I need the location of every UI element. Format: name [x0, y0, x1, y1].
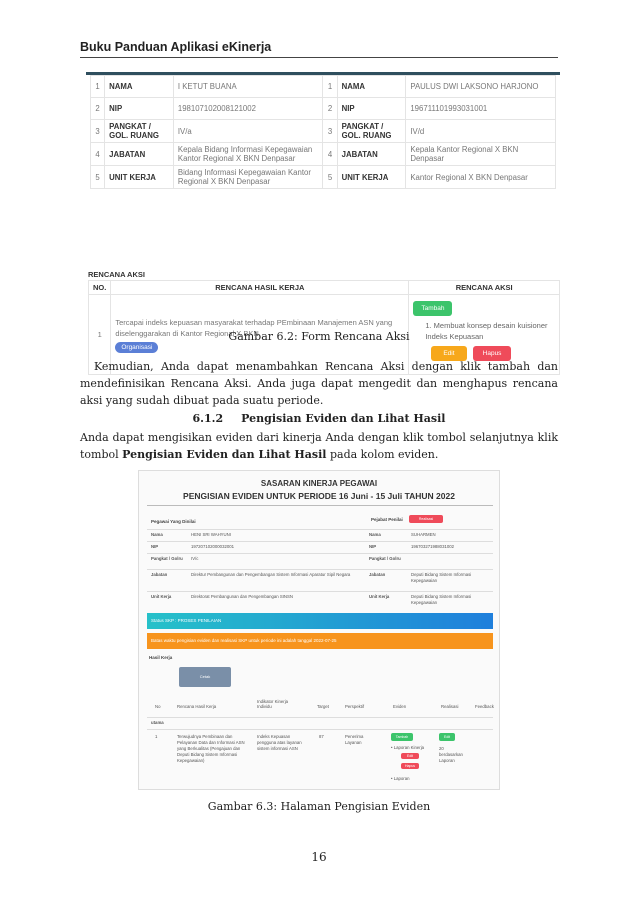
- section-number: 6.1.2: [192, 412, 224, 425]
- th-target: Target: [317, 704, 329, 709]
- profile-cell-v1: I KETUT BUANA: [173, 76, 323, 98]
- eviden-item-label: Laporan Kinerja: [393, 745, 425, 750]
- profile-cell-k2: UNIT KERJA: [337, 166, 406, 189]
- status-bar: Status SKP : PROSES PENILAIAN: [147, 613, 493, 629]
- section-title: Pengisian Eviden dan Lihat Hasil: [241, 412, 446, 425]
- realisasi-button[interactable]: Realisasi: [409, 515, 443, 523]
- th-no: No: [155, 704, 161, 709]
- pegawai-cell-v2: Deputi Bidang Sistem Informasi Kepegawaian: [411, 594, 472, 605]
- eviden-period-title: PENGISIAN EVIDEN UNTUK PERIODE 16 Juni - 15 Juli TAHUN 2022: [183, 491, 455, 501]
- pegawai-row: [147, 591, 493, 605]
- pegawai-cell-k2: Unit Kerja: [369, 594, 390, 599]
- profile-cell-k1: NAMA: [105, 76, 174, 98]
- profile-row: [91, 166, 556, 189]
- col-rencana-aksi: RENCANA AKSI: [409, 281, 560, 295]
- pegawai-cell-k2: Nama: [369, 532, 381, 537]
- pejabat-label: Pejabat Penilai: [371, 517, 403, 522]
- profile-cell-v2: Kepala Kantor Regional X BKN Denpasar: [406, 143, 556, 166]
- deadline-bar: Batas waktu pengisian eviden dan realisasi SKP untuk periode ini adalah tanggal 2022-07-25: [147, 633, 493, 649]
- pegawai-cell-k1: Jabatan: [151, 572, 168, 577]
- profile-cell-k2: JABATAN: [337, 143, 406, 166]
- caption-figure-6-2: Gambar 6.2: Form Rencana Aksi: [228, 330, 410, 343]
- title-divider: [147, 505, 493, 506]
- profile-cell-n1: 1: [91, 76, 105, 98]
- profile-cell-k1: UNIT KERJA: [105, 166, 174, 189]
- profile-cell-n2: 4: [323, 143, 337, 166]
- th-realisasi: Realisasi: [441, 704, 459, 709]
- profile-cell-k2: PANGKAT / GOL. RUANG: [337, 120, 406, 143]
- realisasi-edit-button[interactable]: Edit: [439, 733, 455, 741]
- pegawai-cell-k1: Unit Kerja: [151, 594, 172, 599]
- eviden-item: • Laporan Kinerja: [391, 745, 425, 750]
- rencana-aksi-title: RENCANA AKSI: [88, 270, 145, 279]
- tambah-button[interactable]: Tambah: [413, 301, 452, 316]
- cell-no: 1: [155, 734, 158, 739]
- profile-cell-k2: NIP: [337, 98, 406, 120]
- profile-cell-k1: NIP: [105, 98, 174, 120]
- pegawai-cell-v2: 196703271988031002: [411, 544, 455, 549]
- th-rhk: Rencana Hasil Kerja: [177, 704, 217, 709]
- edit-button[interactable]: Edit: [431, 346, 466, 361]
- caption-figure-6-3: Gambar 6.3: Halaman Pengisian Eviden: [207, 800, 431, 813]
- th-feedback: Feedback: [475, 704, 494, 709]
- paragraph-eviden: [80, 429, 558, 463]
- profile-cell-v1: Kepala Bidang Informasi Kepegawaian Kantor Regional X BKN Denpasar: [173, 143, 323, 166]
- paragraph-rencana-aksi: Kemudian, Anda dapat menambahkan Rencana Aksi dengan klik tambah dan mendefinisikan Rencana Aksi. Anda juga dapat mengedit dan menghapus rencana aksi yang sudah dibuat pada suatu periode.: [80, 360, 558, 407]
- profile-cell-n1: 3: [91, 120, 105, 143]
- pegawai-cell-v1: Direktur Pembangunan dan Pengembangan Sistem Informasi Aparatur Sipil Negara: [191, 572, 351, 577]
- profile-cell-v1: 198107102008121002: [173, 98, 323, 120]
- pegawai-row: [147, 553, 493, 569]
- section-row: [147, 717, 493, 729]
- cetak-button[interactable]: Cetak: [179, 667, 231, 687]
- paragraph-eviden-text: Anda dapat mengisikan eviden dari kinerja Anda dengan klik tombol selanjutnya klik tombol: [80, 431, 558, 461]
- profile-cell-v2: Kantor Regional X BKN Denpasar: [406, 166, 556, 189]
- cell-target: 87: [319, 734, 324, 739]
- section-heading: [80, 412, 558, 425]
- th-eviden: Eviden: [393, 704, 407, 709]
- cell-rhk: Terwujudnya Pembinaan dan Pelayanan Data dan Informasi ASN yang Berkualitas (Pengajuan dan Deputi Bidang Sistem Informasi Kepegawaian): [177, 734, 245, 763]
- th-iki: Indikator Kinerja Individu: [257, 699, 289, 709]
- skp-title: SASARAN KINERJA PEGAWAI: [260, 479, 378, 488]
- pegawai-cell-v1: Direktorat Pembangunan dan Pengembangan SINSN: [191, 594, 293, 599]
- pegawai-cell-k2: Jabatan: [369, 572, 386, 577]
- profile-row: [91, 120, 556, 143]
- pegawai-cell-v1: HENI SRI WAHYUNI: [191, 532, 231, 537]
- pegawai-row: [147, 541, 493, 553]
- rencana-hasil-kerja-text: Tercapai indeks kepuasan masyarakat terhadap PEmbinaan Manajemen ASN yang diselenggarakan di Kantor Regional X BKN: [115, 317, 393, 338]
- profile-table: [90, 75, 556, 189]
- document-header-title: Buku Panduan Aplikasi eKinerja: [80, 40, 272, 54]
- profile-row: [91, 143, 556, 166]
- pegawai-cell-k2: Pangkat / Golru: [369, 556, 401, 561]
- profile-cell-n1: 2: [91, 98, 105, 120]
- profile-cell-n1: 5: [91, 166, 105, 189]
- figure-pengisian-eviden: [138, 470, 500, 790]
- cell-perspektif: Penerima Layanan: [345, 734, 364, 745]
- pegawai-cell-k1: Pangkat / Golru: [151, 556, 183, 561]
- hasil-kerja-label: Hasil Kerja: [149, 655, 173, 660]
- th-perspektif: Perspektif: [345, 704, 365, 709]
- profile-cell-v2: PAULUS DWI LAKSONO HARJONO: [406, 76, 556, 98]
- eviden-hapus-button[interactable]: Hapus: [401, 763, 419, 769]
- eviden-table-header: [147, 697, 493, 715]
- pegawai-cell-k1: NIP: [151, 544, 159, 549]
- rencana-aksi-item: 1. Membuat konsep desain kuisioner Indeks Kepuasan: [425, 321, 548, 341]
- eviden-item-2-label: Laporan: [393, 776, 410, 781]
- col-rencana-hasil-kerja: RENCANA HASIL KERJA: [111, 281, 409, 295]
- profile-row: [91, 98, 556, 120]
- profile-cell-v1: Bidang Informasi Kepegawaian Kantor Regional X BKN Denpasar: [173, 166, 323, 189]
- pegawai-cell-v1: IV/c: [191, 556, 199, 561]
- header-divider: [80, 57, 558, 58]
- col-no: NO.: [89, 281, 111, 295]
- eviden-item-2: • Laporan: [391, 776, 410, 781]
- row-no: 1: [89, 295, 111, 375]
- profile-cell-v1: IV/a: [173, 120, 323, 143]
- pegawai-cell-k1: Nama: [151, 532, 163, 537]
- profile-cell-v2: IV/d: [406, 120, 556, 143]
- profile-cell-k2: NAMA: [337, 76, 406, 98]
- profile-cell-n2: 5: [323, 166, 337, 189]
- profile-cell-n2: 2: [323, 98, 337, 120]
- pegawai-cell-v2: Deputi Bidang Sistem Informasi Kepegawaian: [411, 572, 472, 583]
- pegawai-cell-v2: SUHARMEN: [411, 532, 436, 537]
- paragraph-eviden-bold: Pengisian Eviden dan Lihat Hasil: [122, 448, 327, 461]
- pegawai-label: Pegawai Yang Dinilai: [151, 519, 196, 524]
- page-number: 16: [311, 850, 327, 864]
- eviden-data-row: [147, 729, 493, 790]
- eviden-tambah-button[interactable]: Tambah: [391, 733, 413, 741]
- organisasi-badge: Organisasi: [115, 342, 158, 353]
- profile-cell-n2: 3: [323, 120, 337, 143]
- pegawai-row: [147, 529, 493, 541]
- pegawai-cell-k2: NIP: [369, 544, 377, 549]
- paragraph-eviden-end: pada kolom eviden.: [326, 448, 439, 461]
- profile-row: [91, 76, 556, 98]
- cell-realisasi: 20 berdasarkan Laporan: [439, 746, 463, 763]
- section-utama: utama: [151, 720, 164, 725]
- profile-cell-v2: 196711101993031001: [406, 98, 556, 120]
- profile-cell-k1: PANGKAT / GOL. RUANG: [105, 120, 174, 143]
- cell-iki: Indeks Kepuasan pengguna atas layanan sistem informasi ASN: [257, 734, 302, 751]
- hapus-button[interactable]: Hapus: [473, 346, 512, 361]
- pegawai-cell-v1: 197207102000032001: [191, 544, 235, 549]
- profile-cell-n1: 4: [91, 143, 105, 166]
- profile-cell-k1: JABATAN: [105, 143, 174, 166]
- pegawai-row: [147, 569, 493, 591]
- eviden-edit-button[interactable]: Edit: [401, 753, 419, 759]
- profile-cell-n2: 1: [323, 76, 337, 98]
